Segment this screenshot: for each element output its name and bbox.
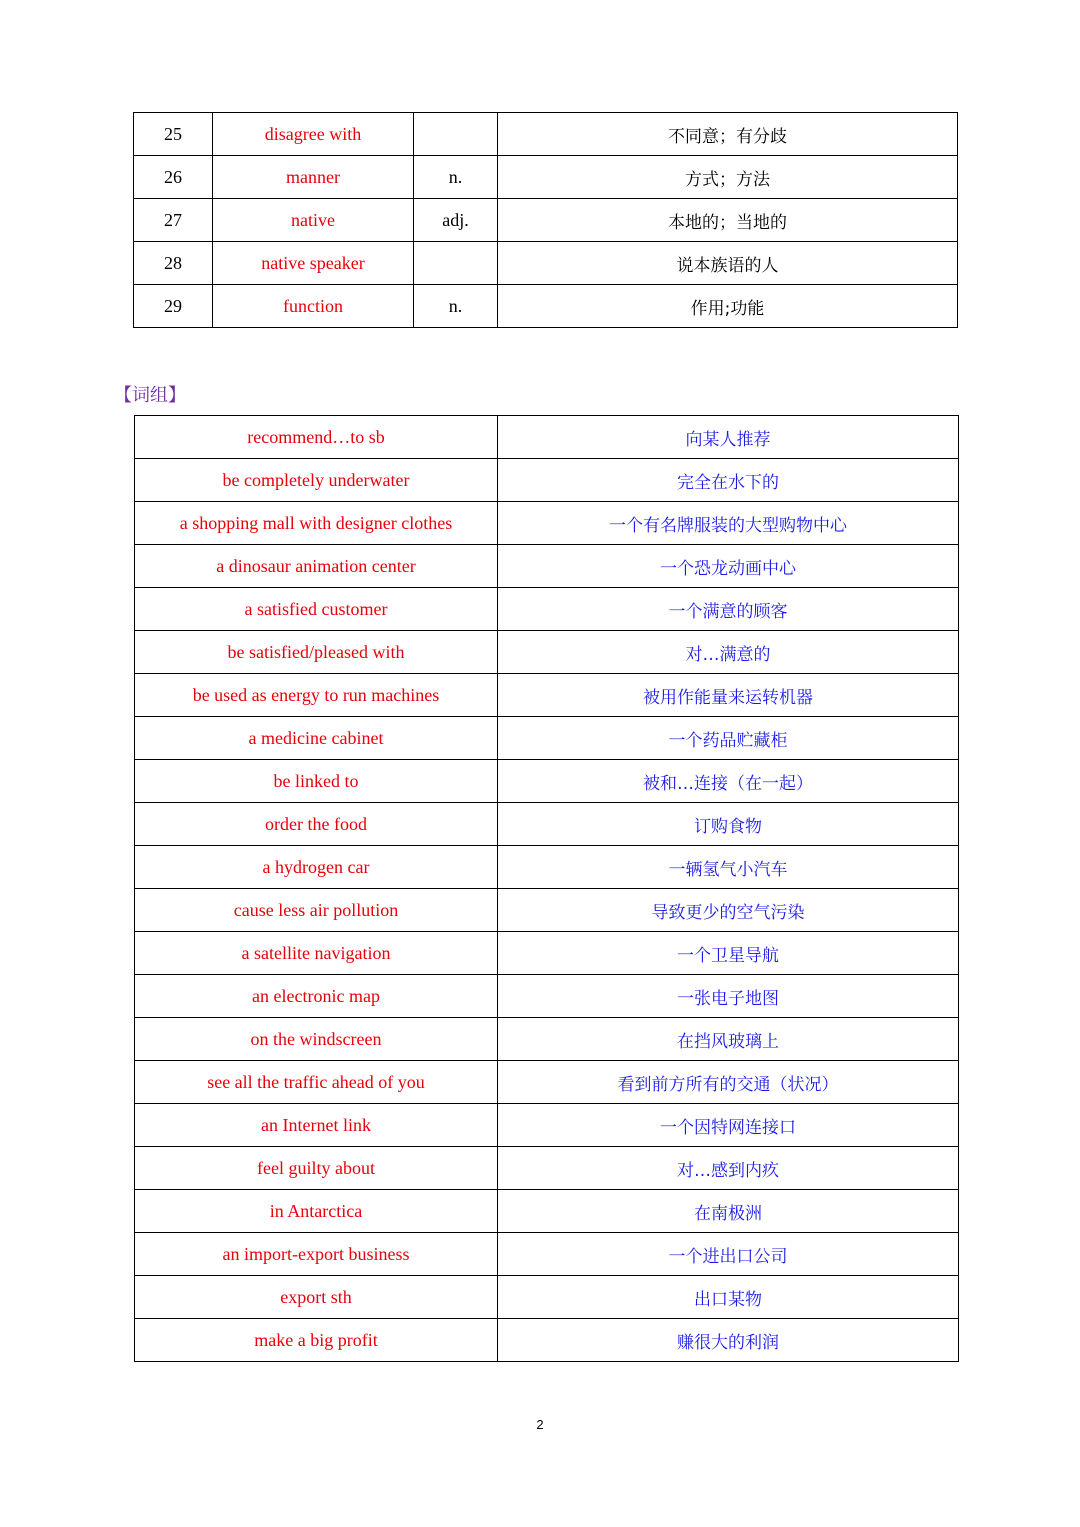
phrase-english: make a big profit (135, 1319, 498, 1362)
phrase-chinese: 一个有名牌服装的大型购物中心 (498, 502, 959, 545)
phrase-chinese: 对…感到内疚 (498, 1147, 959, 1190)
phrase-row (135, 975, 959, 1018)
phrase-chinese: 一个药品贮藏柜 (498, 717, 959, 760)
phrase-row (135, 459, 959, 502)
phrase-english: a hydrogen car (135, 846, 498, 889)
phrase-chinese: 在南极洲 (498, 1190, 959, 1233)
phrase-english: see all the traffic ahead of you (135, 1061, 498, 1104)
phrase-row (135, 1061, 959, 1104)
phrase-english: order the food (135, 803, 498, 846)
vocab-row (134, 113, 958, 156)
vocab-part-of-speech (414, 242, 498, 285)
phrase-english: feel guilty about (135, 1147, 498, 1190)
vocab-row (134, 156, 958, 199)
phrase-english: cause less air pollution (135, 889, 498, 932)
vocab-meaning: 不同意；有分歧 (498, 113, 958, 156)
vocab-part-of-speech: n. (414, 285, 498, 328)
phrase-english: in Antarctica (135, 1190, 498, 1233)
phrase-chinese: 导致更少的空气污染 (498, 889, 959, 932)
vocab-meaning: 作用;功能 (498, 285, 958, 328)
vocab-number: 25 (134, 113, 213, 156)
phrase-english: an import-export business (135, 1233, 498, 1276)
section-title-phrases: 【词组】 (114, 385, 186, 406)
phrase-english: on the windscreen (135, 1018, 498, 1061)
phrase-english: recommend…to sb (135, 416, 498, 459)
phrase-row (135, 717, 959, 760)
phrase-english: a satellite navigation (135, 932, 498, 975)
vocab-part-of-speech (414, 113, 498, 156)
phrase-row (135, 631, 959, 674)
phrase-row (135, 1018, 959, 1061)
phrase-english: export sth (135, 1276, 498, 1319)
phrase-chinese: 一个进出口公司 (498, 1233, 959, 1276)
phrase-english: a satisfied customer (135, 588, 498, 631)
vocab-part-of-speech: n. (414, 156, 498, 199)
phrase-english: be satisfied/pleased with (135, 631, 498, 674)
vocab-word: disagree with (213, 113, 414, 156)
phrase-chinese: 对…满意的 (498, 631, 959, 674)
vocab-word: manner (213, 156, 414, 199)
vocab-meaning: 方式；方法 (498, 156, 958, 199)
phrase-chinese: 向某人推荐 (498, 416, 959, 459)
phrase-row (135, 1233, 959, 1276)
phrase-chinese: 出口某物 (498, 1276, 959, 1319)
vocab-number: 29 (134, 285, 213, 328)
phrase-chinese: 在挡风玻璃上 (498, 1018, 959, 1061)
vocab-number: 28 (134, 242, 213, 285)
phrase-row (135, 674, 959, 717)
phrase-row (135, 1190, 959, 1233)
phrase-chinese: 订购食物 (498, 803, 959, 846)
phrase-row (135, 803, 959, 846)
vocab-word: native (213, 199, 414, 242)
vocab-number: 27 (134, 199, 213, 242)
phrase-english: a dinosaur animation center (135, 545, 498, 588)
page-number: 2 (536, 1417, 544, 1432)
vocab-row (134, 285, 958, 328)
phrase-row (135, 846, 959, 889)
phrase-english: be completely underwater (135, 459, 498, 502)
phrase-english: a medicine cabinet (135, 717, 498, 760)
vocab-meaning: 说本族语的人 (498, 242, 958, 285)
phrase-row (135, 1319, 959, 1362)
phrase-chinese: 一个满意的顾客 (498, 588, 959, 631)
vocab-word: function (213, 285, 414, 328)
phrase-chinese: 一个恐龙动画中心 (498, 545, 959, 588)
phrase-chinese: 一辆氢气小汽车 (498, 846, 959, 889)
phrase-chinese: 一个卫星导航 (498, 932, 959, 975)
phrase-english: be used as energy to run machines (135, 674, 498, 717)
phrase-english: be linked to (135, 760, 498, 803)
phrase-row (135, 588, 959, 631)
phrases-table (134, 415, 959, 1362)
phrase-row (135, 416, 959, 459)
vocab-word: native speaker (213, 242, 414, 285)
vocab-number: 26 (134, 156, 213, 199)
phrase-row (135, 932, 959, 975)
phrase-chinese: 看到前方所有的交通（状况） (498, 1061, 959, 1104)
phrase-chinese: 被和…连接（在一起） (498, 760, 959, 803)
phrase-row (135, 502, 959, 545)
phrase-row (135, 1104, 959, 1147)
phrase-row (135, 760, 959, 803)
phrase-chinese: 一张电子地图 (498, 975, 959, 1018)
phrase-english: a shopping mall with designer clothes (135, 502, 498, 545)
vocab-row (134, 199, 958, 242)
phrase-row (135, 1147, 959, 1190)
phrase-chinese: 被用作能量来运转机器 (498, 674, 959, 717)
phrase-row (135, 1276, 959, 1319)
phrase-row (135, 889, 959, 932)
phrase-english: an electronic map (135, 975, 498, 1018)
vocab-row (134, 242, 958, 285)
vocab-part-of-speech: adj. (414, 199, 498, 242)
phrase-chinese: 赚很大的利润 (498, 1319, 959, 1362)
phrase-english: an Internet link (135, 1104, 498, 1147)
phrase-chinese: 一个因特网连接口 (498, 1104, 959, 1147)
vocabulary-table (133, 112, 958, 328)
phrase-row (135, 545, 959, 588)
vocab-meaning: 本地的；当地的 (498, 199, 958, 242)
phrase-chinese: 完全在水下的 (498, 459, 959, 502)
